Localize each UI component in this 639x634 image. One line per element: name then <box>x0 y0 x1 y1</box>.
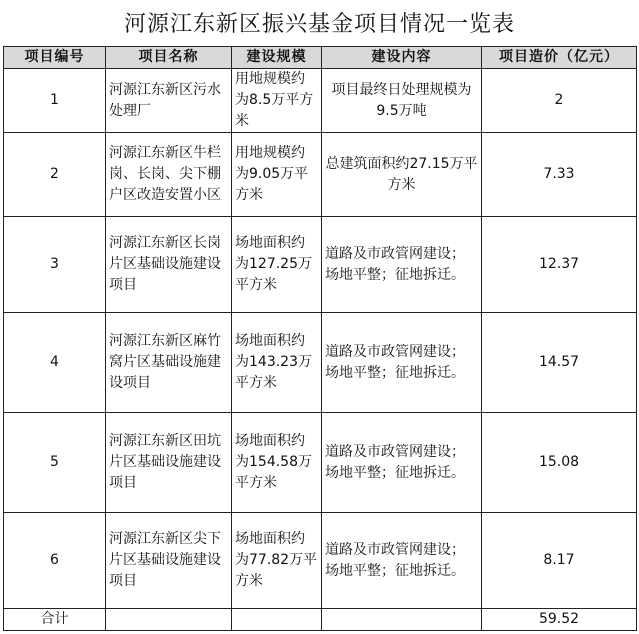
cell-scale: 场地面积约为143.23万平方米 <box>232 313 322 413</box>
table-row <box>4 413 637 513</box>
cell-content: 道路及市政管网建设；场地平整；征地拆迁。 <box>322 313 482 413</box>
cell-content: 项目最终日处理规模为9.5万吨 <box>322 69 482 133</box>
total-label: 合计 <box>4 609 106 631</box>
header-row <box>4 47 637 69</box>
cell-no: 5 <box>4 413 106 513</box>
cell-scale: 场地面积约为77.82万平方米 <box>232 513 322 609</box>
cell-scale: 用地规模约为8.5万平方米 <box>232 69 322 133</box>
cell-scale: 场地面积约为127.25万平方米 <box>232 217 322 313</box>
header-project-no: 项目编号 <box>4 47 106 69</box>
cell-cost: 2 <box>482 69 637 133</box>
table-title: 河源江东新区振兴基金项目情况一览表 <box>123 11 515 37</box>
table-row <box>4 133 637 217</box>
cell-name: 河源江东新区麻竹窝片区基础设施建设项目 <box>106 313 232 413</box>
table-row <box>4 313 637 413</box>
cell-cost: 12.37 <box>482 217 637 313</box>
total-row <box>4 609 637 631</box>
cell-content: 道路及市政管网建设；场地平整；征地拆迁。 <box>322 217 482 313</box>
cell-no: 4 <box>4 313 106 413</box>
cell-no: 3 <box>4 217 106 313</box>
cell-scale: 场地面积约为154.58万平方米 <box>232 413 322 513</box>
header-cost: 项目造价（亿元） <box>482 47 637 69</box>
cell-no: 2 <box>4 133 106 217</box>
cell-no: 6 <box>4 513 106 609</box>
cell-no: 1 <box>4 69 106 133</box>
cell-cost: 8.17 <box>482 513 637 609</box>
cell-name: 河源江东新区长岗片区基础设施建设项目 <box>106 217 232 313</box>
cell-content: 总建筑面积约27.15万平方米 <box>322 133 482 217</box>
cell-name: 河源江东新区污水处理厂 <box>106 69 232 133</box>
table-row <box>4 69 637 133</box>
cell-name: 河源江东新区牛栏岗、长岗、尖下棚户区改造安置小区 <box>106 133 232 217</box>
table-row <box>4 513 637 609</box>
cell-name: 河源江东新区尖下片区基础设施建设项目 <box>106 513 232 609</box>
cell-cost: 14.57 <box>482 313 637 413</box>
cell-scale: 用地规模约为9.05万平方米 <box>232 133 322 217</box>
table-row <box>4 217 637 313</box>
cell-cost: 15.08 <box>482 413 637 513</box>
total-empty-cell <box>232 609 322 631</box>
header-content: 建设内容 <box>322 47 482 69</box>
cell-cost: 7.33 <box>482 133 637 217</box>
cell-content: 道路及市政管网建设；场地平整；征地拆迁。 <box>322 513 482 609</box>
cell-content: 道路及市政管网建设；场地平整；征地拆迁。 <box>322 413 482 513</box>
header-project-name: 项目名称 <box>106 47 232 69</box>
total-empty-cell <box>322 609 482 631</box>
header-scale: 建设规模 <box>232 47 322 69</box>
total-empty-cell <box>106 609 232 631</box>
cell-name: 河源江东新区田坑片区基础设施建设项目 <box>106 413 232 513</box>
total-value: 59.52 <box>482 609 637 631</box>
project-table <box>3 46 637 631</box>
